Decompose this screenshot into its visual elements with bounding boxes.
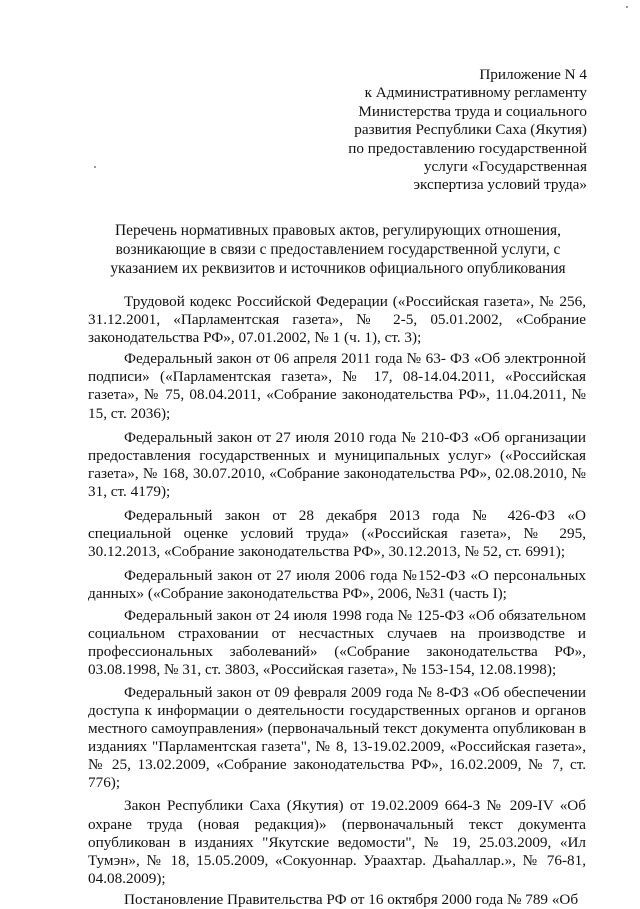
appendix-line: по предоставлению государственной bbox=[348, 139, 587, 157]
act-paragraph: Постановление Правительства РФ от 16 октября 2000 года № 789 «Об bbox=[124, 890, 579, 908]
scan-speck bbox=[626, 6, 628, 8]
appendix-line: развития Республики Саха (Якутия) bbox=[354, 121, 587, 139]
act-paragraph: Федеральный закон от 06 апреля 2011 года № 63- ФЗ «Об электронной подписи» («Парламентская газета», № 17, 08-14.04.2011, «Российская газета», № 75, 08.04.2011, «Собрание законодательства РФ», 11.04.2011, № 15, ст. 2036); bbox=[88, 350, 586, 422]
act-paragraph: Федеральный закон от 28 декабря 2013 года № 426-ФЗ «О специальной оценке условий труда» («Российская газета», № 295, 30.12.2013, «Собрание законодательства РФ», 30.12.2013, № 52, ст. 6991); bbox=[88, 507, 586, 561]
appendix-line: экспертиза условий труда» bbox=[413, 176, 587, 194]
appendix-line: к Административному регламенту bbox=[364, 84, 587, 102]
act-paragraph: Федеральный закон от 27 июля 2006 года №152-ФЗ «О персональных данных» («Собрание законодательства РФ», 2006, №31 (часть I); bbox=[88, 567, 586, 603]
acts-list bbox=[88, 293, 586, 909]
appendix-line: Приложение N 4 bbox=[479, 66, 587, 83]
title-line: Перечень нормативных правовых актов, регулирующих отношения, bbox=[115, 222, 561, 239]
document-title bbox=[84, 221, 592, 278]
title-line: указанием их реквизитов и источников официального опубликования bbox=[110, 260, 566, 277]
appendix-line: услуги «Государственная bbox=[423, 158, 587, 176]
appendix-line: Министерства труда и социального bbox=[358, 102, 587, 120]
act-paragraph: Федеральный закон от 09 февраля 2009 года № 8-ФЗ «Об обеспечении доступа к информации о деятельности государственных органов и органов местного самоуправления» (первоначальный текст документа опубликован в изданиях "Парламентская газета", № 8, 13-19.02.2009, «Российская газета», № 25, 13.02.2009, «Собрание законодательства РФ», 16.02.2009, № 7, ст. 776); bbox=[88, 683, 586, 792]
scan-speck bbox=[94, 166, 96, 168]
act-paragraph: Федеральный закон от 27 июля 2010 года № 210-ФЗ «Об организации предоставления государственных и муниципальных услуг» («Российская газета», № 168, 30.07.2010, «Собрание законодательства РФ», 02.08.2010, № 31, ст. 4179); bbox=[88, 428, 586, 500]
act-paragraph: Трудовой кодекс Российской Федерации («Российская газета», № 256, 31.12.2001, «Парламентская газета», № 2-5, 05.01.2002, «Собрание законодательства РФ», 07.01.2002, № 1 (ч. 1), ст. 3); bbox=[88, 293, 586, 347]
appendix-header bbox=[287, 66, 587, 195]
act-paragraph: Закон Республики Саха (Якутия) от 19.02.2009 664-З № 209-IV «Об охране труда (новая редакция)» (первоначальный текст документа опубликован в изданиях "Якутские ведомости", № 19, 25.03.2009, «Ил Тумэн», № 18, 15.05.2009, «Сокуоннар. Ураахтар. Дьаһаллар.», № 76-81, 04.08.2009); bbox=[88, 797, 586, 887]
act-paragraph: Федеральный закон от 24 июля 1998 года № 125-ФЗ «Об обязательном социальном страховании от несчастных случаев на производстве и профессиональных заболеваний» («Собрание законодательства РФ», 03.08.1998, № 31, ст. 3803, «Российская газета», № 153-154, 12.08.1998); bbox=[88, 606, 586, 678]
title-line: возникающие в связи с предоставлением государственной услуги, с bbox=[115, 241, 561, 258]
